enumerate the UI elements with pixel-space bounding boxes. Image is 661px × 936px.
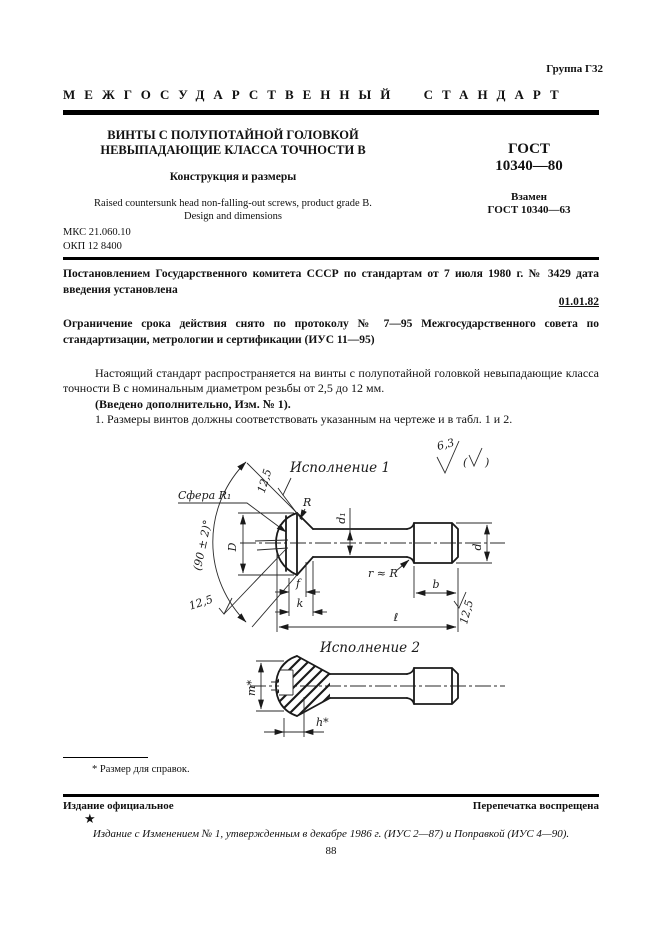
header-rule: [63, 110, 599, 115]
label-angle: (90 ± 2)°: [190, 518, 215, 572]
roughness-check-small-icon: [469, 448, 482, 466]
scope-paragraph: Настоящий стандарт распространяется на винты с полупотайной головкой невыпадающие класса точности В с номинальным диаметром резьбы от 2,5 до 12 мм.: [63, 366, 599, 395]
label-m: m*: [245, 680, 258, 696]
replaces-number: ГОСТ 10340—63: [487, 204, 571, 216]
countersunk-cone: [297, 513, 313, 575]
footer-rule: [63, 794, 599, 797]
version1-label: Исполнение 1: [289, 460, 391, 476]
title-ru-line1: ВИНТЫ С ПОЛУПОТАЙНОЙ ГОЛОВКОЙ: [107, 128, 359, 142]
slot-depth-lines: [255, 540, 288, 550]
roughness-value: 6,3: [435, 436, 456, 453]
screw-drawing: [0, 430, 661, 755]
svg-text:12,5: 12,5: [187, 592, 215, 613]
page-number: 88: [325, 845, 337, 857]
subtitle-ru: Конструкция и размеры: [169, 171, 297, 183]
gost-number-block: [455, 141, 603, 217]
footnote-rule: [63, 757, 148, 758]
label-l: ℓ: [393, 611, 399, 624]
screw-version1: [178, 462, 505, 632]
label-d1: d₁: [335, 512, 348, 524]
gost-number: 10340—80: [495, 158, 563, 174]
okp-code: ОКП 12 8400: [63, 241, 122, 252]
classification-codes: [63, 226, 131, 254]
general-roughness-mark: [436, 436, 490, 473]
title-ru-line2: НЕВЫПАДАЮЩИЕ КЛАССА ТОЧНОСТИ В: [100, 143, 366, 157]
svg-text:12,5: 12,5: [254, 467, 275, 495]
label-d: d: [471, 543, 484, 551]
label-k: k: [296, 597, 304, 610]
standard-kind-header: МЕЖГОСУДАРСТВЕННЫЙ СТАНДАРТ: [63, 87, 568, 102]
official-edition-label: Издание официальное: [63, 800, 174, 812]
label-R: R: [303, 496, 312, 509]
footnote: * Размер для справок.: [92, 764, 190, 775]
codes-rule: [63, 257, 599, 260]
leader-sphere-r1: [178, 489, 286, 532]
label-f: f: [295, 577, 301, 590]
title-en-line2: Design and dimensions: [184, 211, 282, 222]
label-r-approx: r ≈ R: [368, 567, 398, 580]
paren-close: ): [485, 456, 490, 469]
gost-label: ГОСТ: [508, 141, 550, 157]
paren-open: (: [463, 456, 468, 469]
title-en-line1: Raised countersunk head non-falling-out screws, product grade B.: [94, 198, 372, 209]
dim-b: [414, 566, 456, 598]
effective-date: 01.01.82: [558, 296, 599, 308]
label-h: h*: [316, 716, 329, 729]
dim-d1: [335, 508, 350, 555]
footer-row: [63, 800, 599, 812]
label-b: b: [432, 578, 440, 591]
leader-r-approx: [368, 560, 409, 580]
roughness-right: [454, 592, 476, 626]
group-code: Группа Г32: [546, 63, 603, 75]
label-sphere-r1: Сфера R₁: [178, 489, 232, 502]
reprint-prohibited-label: Перепечатка воспрещена: [472, 800, 599, 812]
slot-section: [279, 670, 293, 695]
replaces-label: Взамен: [511, 191, 547, 203]
clause-1: 1. Размеры винтов должны соответствовать указанным на чертеже и в табл. 1 и 2.: [95, 412, 513, 426]
leader-R: [300, 496, 311, 519]
version2-label: Исполнение 2: [319, 640, 421, 656]
star-icon: ★: [84, 811, 96, 826]
limitation-paragraph: Ограничение срока действия снято по протоколу № 7—95 Межгосударственного совета по стандартизации, метрологии и сертификации (ИУС 11—95): [63, 318, 599, 346]
svg-text:12,5: 12,5: [457, 598, 477, 626]
mks-code: МКС 21.060.10: [63, 227, 131, 238]
decree-paragraph: Постановлением Государственного комитета СССР по стандартам от 7 июля 1980 г. № 3429 дата введения установлена: [63, 268, 599, 296]
introduced-note: (Введено дополнительно, Изм. № 1).: [95, 397, 291, 411]
title-block: [63, 128, 403, 223]
edition-note: Издание с Изменением № 1, утвержденным в декабре 1986 г. (ИУС 2—87) и Поправкой (ИУС 4—90).: [92, 828, 570, 840]
dim-l: [277, 552, 458, 632]
label-D: D: [226, 542, 239, 552]
